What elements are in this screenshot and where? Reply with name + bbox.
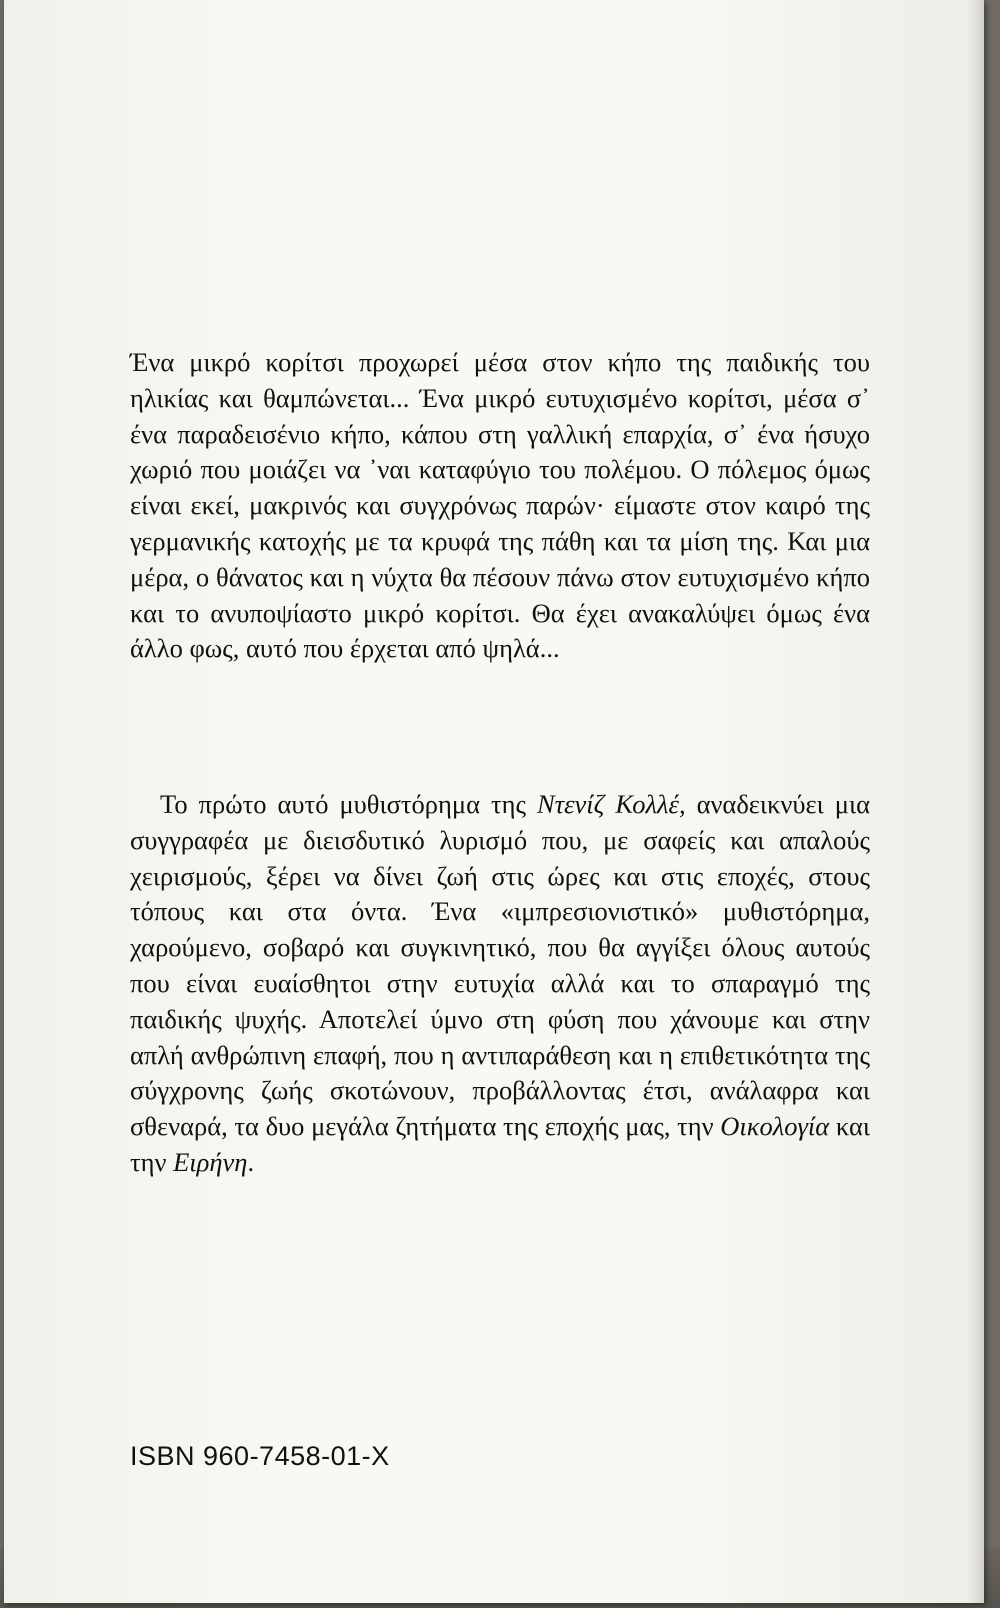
blurb-text-b: αναδεικνύει μια συγγραφέα με διεισδυτικό λυρισμό που, με σαφείς και απαλούς χειρισμούς, ξέρει να δίνει ζωή στις ώρες και στις εποχές, στους τόπους και στα όντα. Ένα «ιμπρεσιονιστικό» μυθιστόρημα, χαρούμενο, σοβαρό και συγκινητικό, που θα αγγίξει όλους αυτούς που είναι ευαίσθητοι στην ευτυχία αλλά και το σπαραγμό της παιδικής ψυχής. Αποτελεί ύμνο στη φύση που χάνουμε και στην απλή ανθρώπινη επαφή, που η αντιπαράθεση και η επιθετικότητα της σύγχρονης ζωής σκοτώνουν, προβάλλοντας έτσι, ανάλαφρα και σθεναρά, τα δυο μεγάλα ζητήματα της εποχής μας, την bbox=[130, 789, 870, 1142]
blurb-text-c: και την bbox=[130, 1111, 870, 1177]
ecology-term: Οικολογία bbox=[720, 1111, 830, 1142]
author-name: Ντενίζ Κολλέ, bbox=[536, 789, 686, 819]
blurb-text-a: Το πρώτο αυτό μυθιστόρημα της bbox=[160, 789, 537, 819]
cover-edge-shadow bbox=[966, 0, 984, 1603]
peace-term: Ειρήνη bbox=[173, 1146, 248, 1177]
blurb-paragraph-1: Ένα μικρό κορίτσι προχωρεί μέσα στον κήπο της παιδικής του ηλικίας και θαμπώνεται... Ένα μικρό ευτυχισμένο κορίτσι, μέσα σ᾽ ένα παραδεισένιο κήπο, κάπου στη γαλλική επαρχία, σ᾽ ένα ήσυχο χωριό που μοιάζει να ᾽ναι καταφύγιο του πολέμου. Ο πόλεμος όμως είναι εκεί, μακρινός και συγχρόνως παρών· είμαστε στον καιρό της γερμανικής κατοχής με τα κρυφά της πάθη και τα μίση της. Και μια μέρα, ο θάνατος και η νύχτα θα πέσουν πάνω στον ευτυχισμένο κήπο και το ανυποψίαστο μικρό κορίτσι. Θα έχει ανακαλύψει όμως ένα άλλο φως, αυτό που έρχεται από ψηλά... bbox=[130, 347, 870, 664]
blurb-text-d: . bbox=[247, 1146, 255, 1177]
isbn-number: ISBN 960-7458-01-X bbox=[130, 1441, 390, 1471]
book-back-cover bbox=[4, 0, 984, 1603]
blurb-paragraph-2 bbox=[130, 787, 870, 1181]
